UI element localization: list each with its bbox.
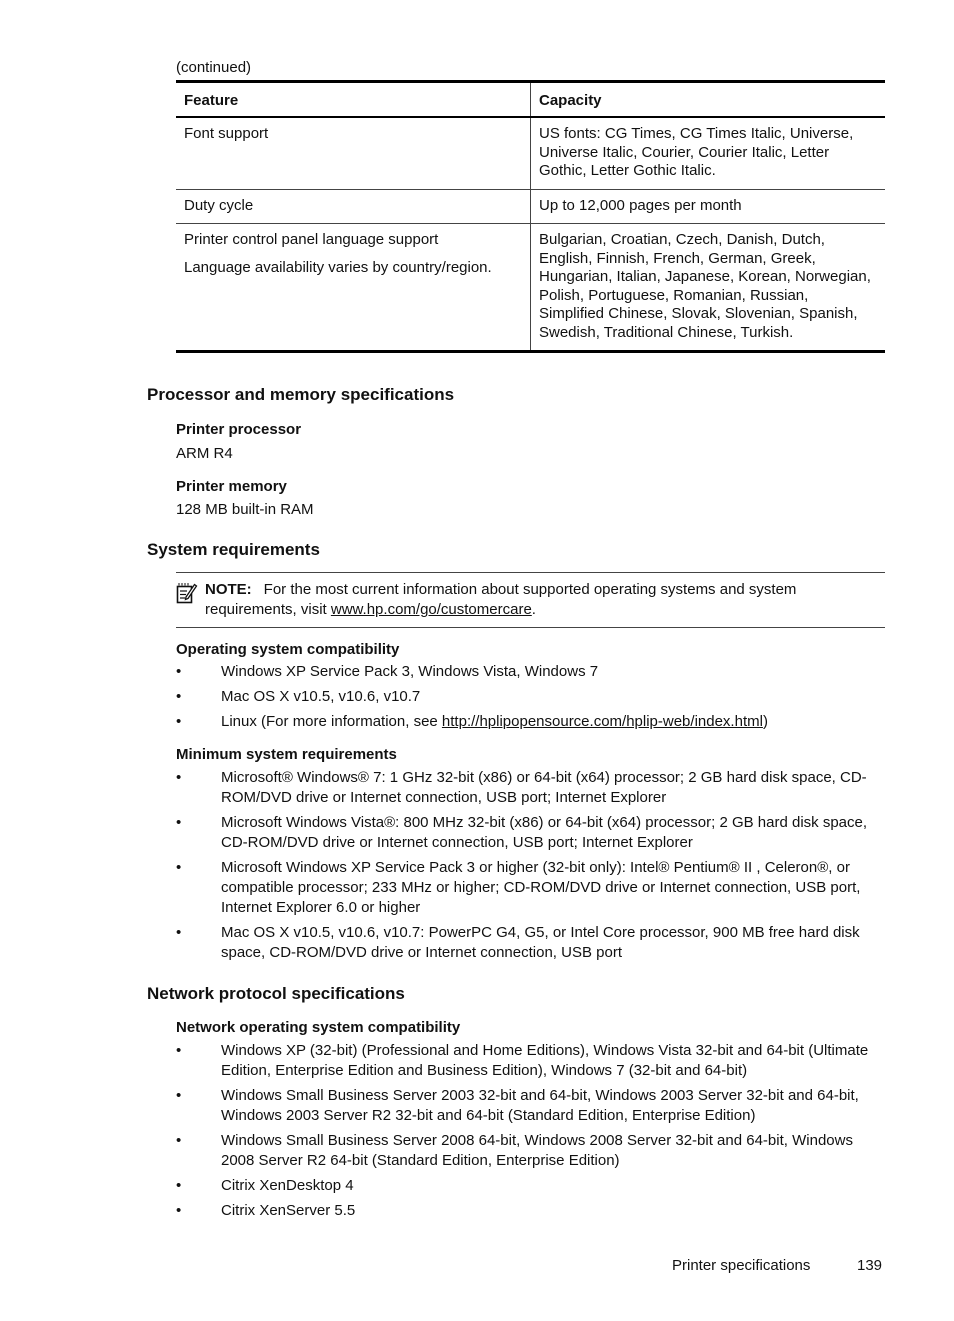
table-cell-feature: [176, 224, 531, 352]
customercare-link[interactable]: www.hp.com/go/customercare: [330, 601, 532, 618]
list-item: [176, 1086, 885, 1126]
system-requirements-title: System requirements: [147, 540, 320, 559]
feature-capacity-table: [176, 80, 885, 353]
note-body: For the most current information about supported operating systems and system requirements, visit: [205, 581, 797, 618]
list-item-text: Mac OS X v10.5, v10.6, v10.7: PowerPC G4, G5, or Intel Core processor, 900 MB free hard disk space, CD-ROM/DVD drive or Internet connection, USB port: [221, 924, 860, 961]
list-item: [176, 1201, 885, 1221]
note-icon: [176, 582, 198, 604]
bullet: •: [176, 688, 182, 705]
list-item-text: Linux (For more information, see: [221, 713, 442, 730]
list-item: [176, 923, 885, 963]
table-row: [176, 117, 885, 189]
printer-processor-value: ARM R4: [176, 445, 233, 462]
printer-processor-label: Printer processor: [176, 421, 302, 438]
continued-label: (continued): [176, 59, 252, 76]
network-section-title: Network protocol specifications: [147, 984, 405, 1003]
os-compat-title: Operating system compatibility: [176, 641, 400, 658]
printer-memory-label: Printer memory: [176, 478, 287, 495]
list-item-text: Microsoft® Windows® 7: 1 GHz 32-bit (x86) or 64-bit (x64) processor; 2 GB hard disk space, CD-ROM/DVD drive or Internet connection, USB port; Internet Explorer: [221, 769, 867, 806]
min-req-title: Minimum system requirements: [176, 746, 397, 763]
table-cell-feature: [176, 117, 531, 189]
list-item-text: Mac OS X v10.5, v10.6, v10.7: [221, 688, 421, 705]
bullet: •: [176, 1087, 182, 1104]
bullet: •: [176, 769, 182, 786]
list-item-text: Windows XP Service Pack 3, Windows Vista, Windows 7: [221, 663, 599, 680]
hplip-link[interactable]: http://hplipopensource.com/hplip-web/index.html: [441, 713, 763, 730]
footer-section-name: Printer specifications: [672, 1257, 811, 1274]
list-item: [176, 768, 885, 808]
feature-note: Language availability varies by country/region.: [184, 258, 492, 276]
printer-memory-value: 128 MB built-in RAM: [176, 501, 314, 518]
page-number: 139: [857, 1257, 883, 1274]
bullet: •: [176, 713, 182, 730]
note-label: NOTE:: [205, 581, 252, 598]
network-os-compat-title: Network operating system compatibility: [176, 1019, 461, 1036]
table-cell-feature: [176, 189, 531, 224]
list-item: [176, 813, 885, 853]
table-cell-capacity: US fonts: CG Times, CG Times Italic, Universe, Universe Italic, Courier, Courier Italic, Letter Gothic, Letter Gothic Italic.: [531, 117, 886, 189]
bullet: •: [176, 814, 182, 831]
table-cell-capacity: Up to 12,000 pages per month: [531, 189, 886, 224]
bullet: •: [176, 1202, 182, 1219]
note-end: .: [531, 601, 536, 618]
note-box: [176, 572, 885, 628]
bullet: •: [176, 1177, 182, 1194]
table-row: [176, 224, 885, 352]
list-item: [176, 1176, 885, 1196]
list-item-text: Windows Small Business Server 2008 64-bit, Windows 2008 Server 32-bit and 64-bit, Windows 2008 Server R2 64-bit (Standard Edition, Enterprise Edition): [221, 1132, 853, 1169]
table-header-capacity: Capacity: [531, 82, 886, 118]
table-row: [176, 189, 885, 224]
bullet: •: [176, 1042, 182, 1059]
min-req-list: [176, 768, 885, 968]
feature-text: Font support: [184, 125, 269, 142]
bullet: •: [176, 859, 182, 876]
list-item: [176, 1131, 885, 1171]
feature-text: Duty cycle: [184, 196, 254, 214]
list-item-text: Citrix XenServer 5.5: [221, 1202, 356, 1219]
bullet: •: [176, 663, 182, 680]
list-item: [176, 1041, 885, 1081]
table-header-feature: Feature: [176, 82, 531, 118]
bullet: •: [176, 924, 182, 941]
list-item-text-end: ): [762, 713, 768, 730]
list-item-text: Microsoft Windows XP Service Pack 3 or higher (32-bit only): Intel® Pentium® II , Celeron®, or compatible processor; 233 MHz or higher; CD-ROM/DVD drive or Internet connection, USB port, Internet Explorer 6.0 or higher: [221, 859, 861, 916]
table-cell-capacity: Bulgarian, Croatian, Czech, Danish, Dutch, English, Finnish, French, German, Greek, Hungarian, Italian, Japanese, Korean, Norwegian, Polish, Portuguese, Romanian, Russian, Simplified Chinese, Slovak, Slovenian, Spanish, Swedish, Traditional Chinese, Turkish.: [531, 224, 886, 352]
feature-text: Printer control panel language support: [184, 231, 439, 248]
list-item: [176, 858, 885, 918]
bullet: •: [176, 1132, 182, 1149]
processor-section-title: Processor and memory specifications: [147, 385, 455, 404]
list-item: [176, 687, 885, 707]
network-os-list: [176, 1041, 885, 1226]
list-item: [176, 662, 885, 682]
list-item-text: Microsoft Windows Vista®: 800 MHz 32-bit (x86) or 64-bit (x64) processor; 2 GB hard disk space, CD-ROM/DVD drive or Internet connection, USB port; Internet Explorer: [221, 814, 868, 851]
table-header-row: [176, 82, 885, 118]
list-item-text: Windows XP (32-bit) (Professional and Home Editions), Windows Vista 32-bit and 64-bit (Ultimate Edition, Enterprise Edition and Business Edition), Windows 7 (32-bit and 64-bit): [221, 1042, 869, 1079]
list-item-text: Windows Small Business Server 2003 32-bit and 64-bit, Windows 2003 Server 32-bit and 64-bit, Windows 2003 Server R2 32-bit and 64-bit (Standard Edition, Enterprise Edition): [221, 1087, 859, 1124]
note-text: [205, 580, 875, 620]
list-item-text: Citrix XenDesktop 4: [221, 1177, 354, 1194]
list-item: [176, 712, 885, 732]
os-compat-list: [176, 662, 885, 737]
